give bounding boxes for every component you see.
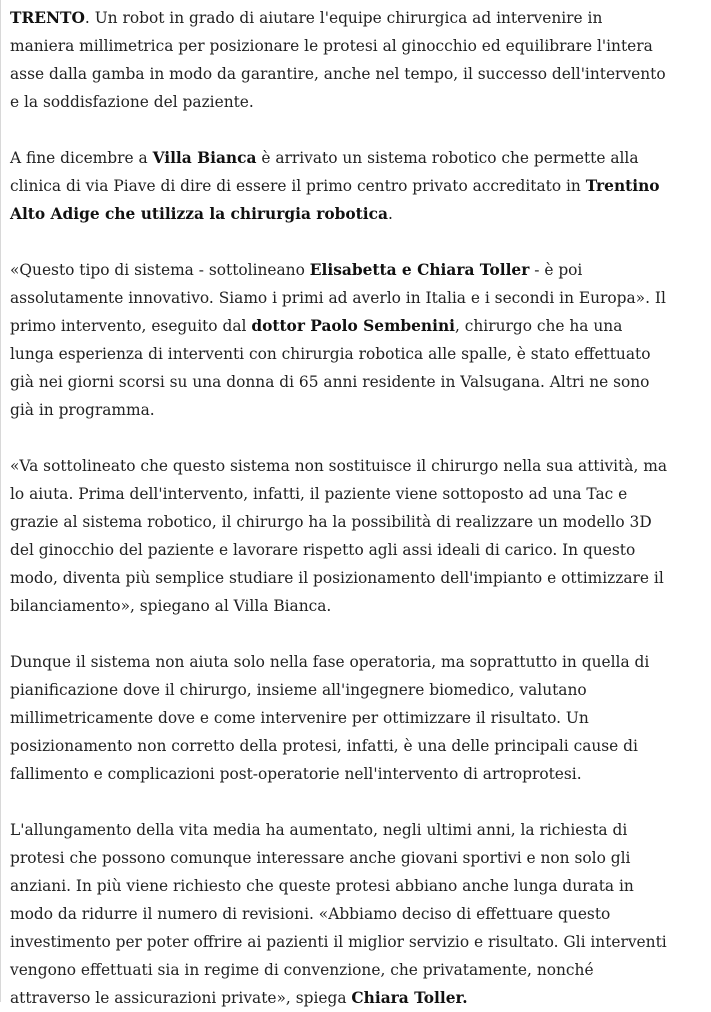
- paragraph-text: , chirurgo che ha una lunga esperienza di interventi con chirurgia robotica alle spalle, è stato effettuato già nei giorni scorsi su una donna di 65 anni residente in Valsugana. Altri ne sono già in programma.: [10, 317, 651, 419]
- paragraph-planning: [10, 648, 671, 788]
- paragraph-intro: [10, 4, 671, 116]
- paragraph-text: «Questo tipo di sistema - sottolineano: [10, 261, 310, 279]
- highlight-sembenini: dottor Paolo Sembenini: [251, 317, 455, 335]
- paragraph-text: .: [387, 205, 393, 223]
- paragraph-text: L'allungamento della vita media ha aumentato, negli ultimi anni, la richiesta di protesi che possono comunque interessare anche giovani sportivi e non solo gli anziani. In più viene richiesto che queste protesi abbiano anche lunga durata in modo da ridurre il numero di revisioni. «Abbiamo deciso di effettuare questo investimento per poter offrire ai pazienti il miglior servizio e risultato. Gli interventi vengono effettuati sia in regime di convenzione, che privatamente, nonché attraverso le assicurazioni private», spiega: [10, 821, 667, 1007]
- paragraph-villa-bianca: [10, 144, 671, 228]
- paragraph-text: A fine dicembre a: [10, 149, 153, 167]
- highlight-villa-bianca: Villa Bianca: [152, 149, 257, 167]
- highlight-toller: Elisabetta e Chiara Toller: [309, 261, 530, 279]
- paragraph-text: «Va sottolineato che questo sistema non sostituisce il chirurgo nella sua attività, ma lo aiuta. Prima dell'intervento, infatti, il paziente viene sottoposto ad una Tac e grazie al sistema robotico, il chirurgo ha la possibilità di realizzare un modello 3D del ginocchio del paziente e lavorare rispetto agli assi ideali di carico. In questo modo, diventa più semplice studiare il posizionamento dell'impianto e ottimizzare il bilanciamento», spiegano al Villa Bianca.: [10, 457, 668, 615]
- paragraph-text: Dunque il sistema non aiuta solo nella fase operatoria, ma soprattutto in quella di pianificazione dove il chirurgo, insieme all'ingegnere biomedico, valutano millimetricamente dove e come intervenire per ottimizzare il risultato. Un posizionamento non corretto della protesi, infatti, è una delle principali cause di fallimento e complicazioni post-operatorie nell'intervento di artroprotesi.: [10, 653, 650, 783]
- paragraph-text: . Un robot in grado di aiutare l'equipe chirurgica ad intervenire in maniera millimetrica per posizionare le protesi al ginocchio ed equilibrare l'intera asse dalla gamba in modo da garantire, anche nel tempo, il successo dell'intervento e la soddisfazione del paziente.: [10, 9, 666, 111]
- paragraph-quote-system: [10, 452, 671, 620]
- highlight-trentino: Trentino Alto Adige che utilizza la chirurgia robotica: [10, 177, 660, 223]
- article-body: [1, 0, 711, 1012]
- paragraph-text: - è poi assolutamente innovativo. Siamo i primi ad averlo in Italia e i secondi in Europa». Il primo intervento, eseguito dal: [10, 261, 666, 335]
- highlight-chiara-toller: Chiara Toller.: [351, 989, 468, 1007]
- paragraph-text: è arrivato un sistema robotico che permette alla clinica di via Piave di dire di essere il primo centro privato accreditato in: [10, 149, 639, 195]
- paragraph-quote-toller: [10, 256, 671, 424]
- dateline: TRENTO: [10, 9, 85, 27]
- paragraph-closing: [10, 816, 671, 1012]
